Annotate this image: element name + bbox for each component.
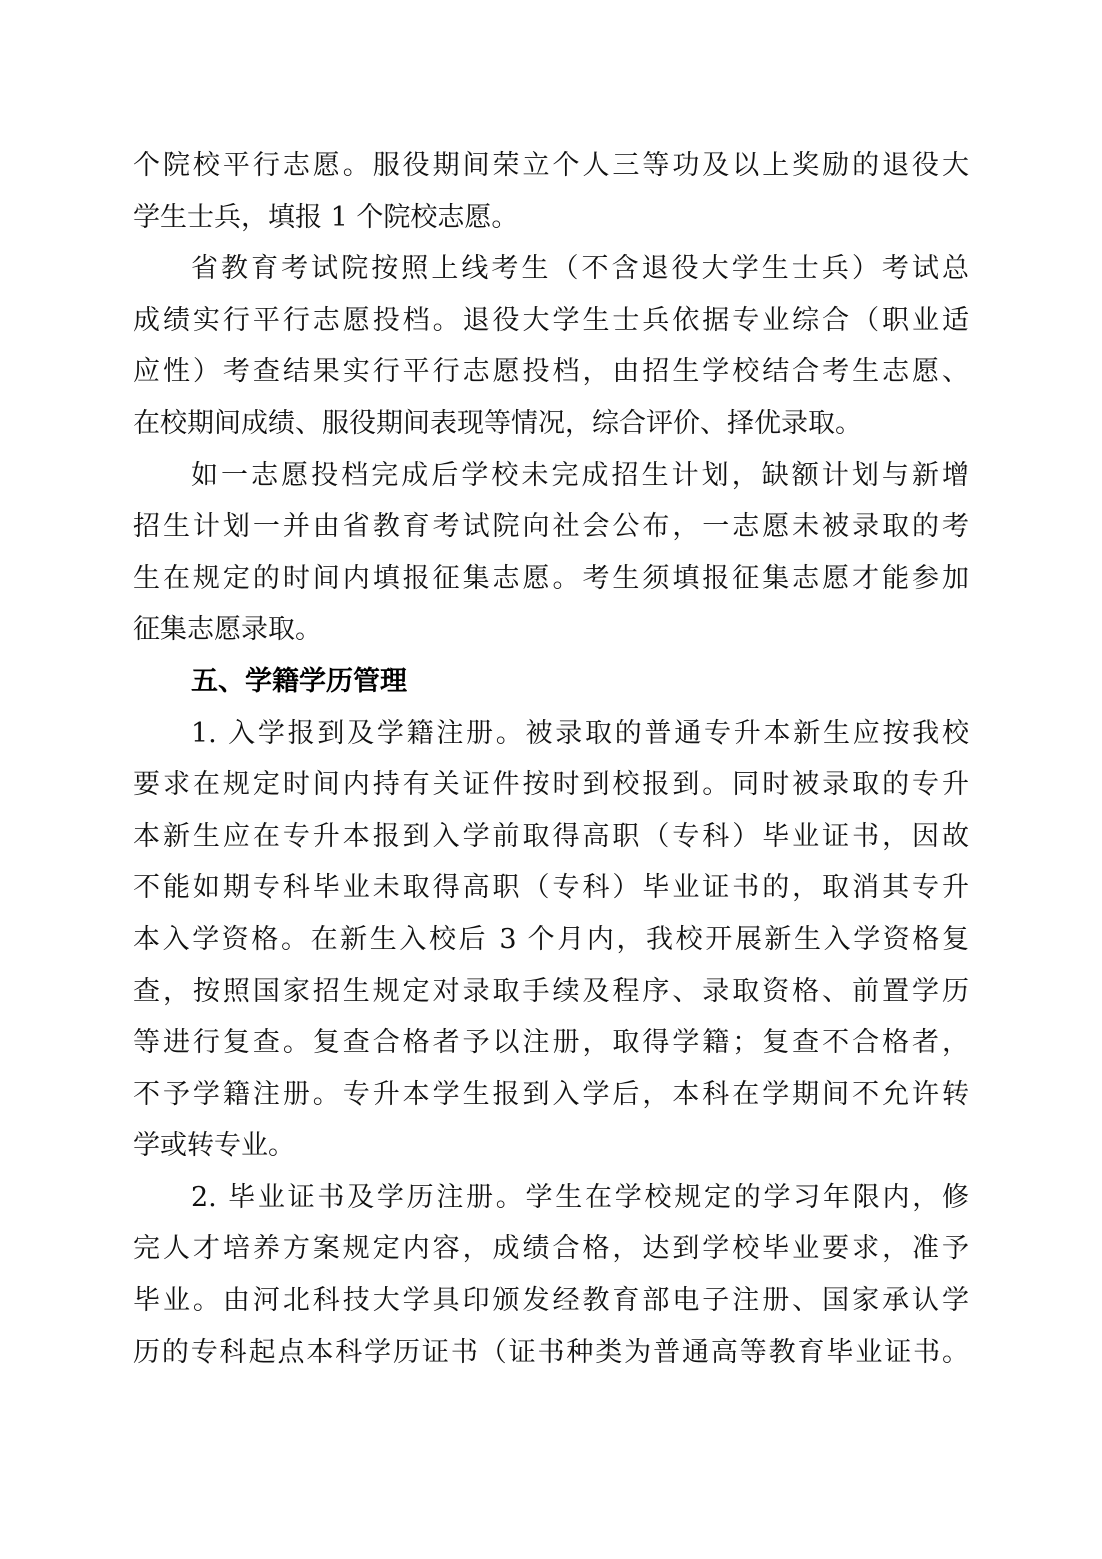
text-line: 如一志愿投档完成后学校未完成招生计划，缺额计划与新增 [191, 459, 969, 491]
text-line: 1. 入学报到及学籍注册。被录取的普通专升本新生应按我校 [191, 717, 969, 749]
text-line: 毕业。由河北科技大学具印颁发经教育部电子注册、国家承认学 [133, 1285, 969, 1317]
text-line: 应性）考查结果实行平行志愿投档，由招生学校结合考生志愿、 [133, 356, 969, 388]
text-line: 个院校平行志愿。服役期间荣立个人三等功及以上奖励的退役大 [133, 150, 969, 181]
item-graduation-certificate [133, 1172, 969, 1378]
text-line: 查，按照国家招生规定对录取手续及程序、录取资格、前置学历 [133, 975, 969, 1007]
paragraph-1 [133, 140, 969, 243]
text-line: 不予学籍注册。专升本学生报到入学后，本科在学期间不允许转 [133, 1078, 969, 1110]
text-line: 要求在规定时间内持有关证件按时到校报到。同时被录取的专升 [133, 769, 969, 801]
text-line: 等进行复查。复查合格者予以注册，取得学籍；复查不合格者， [133, 1027, 969, 1059]
text-line: 历的专科起点本科学历证书（证书种类为普通高等教育毕业证书。 [133, 1336, 969, 1368]
item-enrollment-registration [133, 708, 969, 1172]
section-heading: 五、学籍学历管理 [191, 665, 407, 697]
paragraph-3 [133, 450, 969, 656]
text-line: 征集志愿录取。 [133, 614, 322, 646]
text-line: 在校期间成绩、服役期间表现等情况，综合评价、择优录取。 [133, 407, 862, 439]
text-line: 完人才培养方案规定内容，成绩合格，达到学校毕业要求，准予 [133, 1233, 969, 1265]
text-line: 本入学资格。在新生入校后 3 个月内，我校开展新生入学资格复 [133, 923, 969, 955]
text-line: 生在规定的时间内填报征集志愿。考生须填报征集志愿才能参加 [133, 562, 969, 594]
paragraph-2 [133, 243, 969, 449]
text-line: 招生计划一并由省教育考试院向社会公布，一志愿未被录取的考 [133, 511, 969, 543]
document-page [133, 140, 969, 1378]
text-line: 成绩实行平行志愿投档。退役大学生士兵依据专业综合（职业适 [133, 304, 969, 336]
text-line: 2. 毕业证书及学历注册。学生在学校规定的学习年限内，修 [191, 1181, 969, 1213]
text-line: 不能如期专科毕业未取得高职（专科）毕业证书的，取消其专升 [133, 872, 969, 904]
text-line: 学生士兵，填报 1 个院校志愿。 [133, 201, 519, 233]
text-line: 学或转专业。 [133, 1130, 295, 1162]
text-line: 本新生应在专升本报到入学前取得高职（专科）毕业证书，因故 [133, 820, 969, 852]
text-line: 省教育考试院按照上线考生（不含退役大学生士兵）考试总 [191, 253, 969, 285]
